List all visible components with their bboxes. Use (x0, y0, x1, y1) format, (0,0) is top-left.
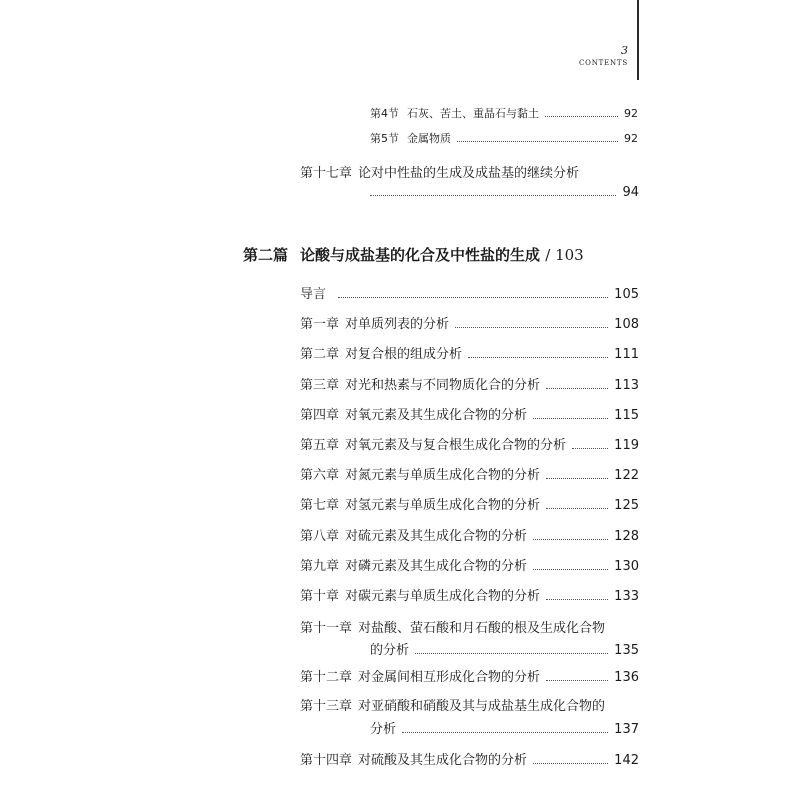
entry-label: 第五章 (300, 438, 340, 453)
entry-label: 第十四章 (300, 753, 353, 768)
entry-label: 第九章 (300, 559, 340, 574)
entry-title: 对碳元素与单质生成化合物的分析 (345, 589, 541, 604)
dot-leader (533, 763, 608, 764)
dot-leader (533, 539, 608, 540)
toc-entry-chapter-9[interactable] (300, 555, 639, 574)
dot-leader (468, 357, 608, 358)
entry-page: 128 (614, 529, 639, 544)
entry-label: 第十七章 (300, 166, 353, 181)
toc-entry-chapter-10[interactable] (300, 585, 639, 604)
part-heading[interactable] (243, 244, 584, 265)
entry-label: 第十三章 (300, 699, 353, 714)
toc-entry-introduction[interactable] (300, 283, 639, 302)
entry-title: 对硫元素及其生成化合物的分析 (345, 529, 528, 544)
entry-page: 133 (614, 589, 639, 604)
toc-entry-chapter-17[interactable] (300, 162, 639, 181)
part-title: 论酸与成盐基的化合及中性盐的生成 (300, 246, 541, 264)
entry-label: 第二章 (300, 347, 340, 362)
dot-leader (546, 508, 608, 509)
dot-leader (545, 116, 618, 117)
entry-page: 105 (614, 287, 639, 302)
entry-page: 125 (614, 498, 639, 513)
entry-page: 119 (614, 438, 639, 453)
entry-title: 对氧元素及与复合根生成化合物的分析 (345, 438, 567, 453)
entry-title: 对氢元素与单质生成化合物的分析 (345, 498, 541, 513)
entry-title: 对复合根的组成分析 (345, 347, 463, 362)
toc-entry-chapter-12[interactable] (300, 666, 639, 685)
entry-page: 130 (614, 559, 639, 574)
part-page: / 103 (545, 246, 584, 264)
entry-title: 对亚硝酸和硝酸及其与成盐基生成化合物的 (358, 699, 606, 714)
dot-leader (546, 478, 608, 479)
entry-title: 对光和热素与不同物质化合的分析 (345, 378, 541, 393)
entry-page: 94 (622, 185, 639, 200)
contents-label: CONTENTS (579, 59, 628, 67)
toc-entry-chapter-8[interactable] (300, 525, 639, 544)
entry-page: 115 (614, 408, 639, 423)
dot-leader (572, 448, 608, 449)
entry-label: 第5节 (370, 132, 399, 145)
dot-leader (370, 195, 616, 196)
toc-entry-chapter-1[interactable] (300, 313, 639, 332)
entry-page: 108 (614, 317, 639, 332)
entry-title: 对盐酸、萤石酸和月石酸的根及生成化合物 (358, 621, 606, 636)
dot-leader (533, 418, 608, 419)
entry-page: 92 (624, 132, 638, 145)
entry-page: 136 (614, 670, 639, 685)
dot-leader (457, 141, 618, 142)
entry-page: 142 (614, 753, 639, 768)
toc-entry-chapter-2[interactable] (300, 343, 639, 362)
entry-title-continuation: 分析 (370, 722, 397, 737)
toc-entry-chapter-5[interactable] (300, 434, 639, 453)
dot-leader (338, 297, 608, 298)
toc-entry-section-5[interactable] (370, 130, 638, 146)
entry-label: 第七章 (300, 498, 340, 513)
entry-title: 对单质列表的分析 (345, 317, 450, 332)
dot-leader (533, 569, 608, 570)
entry-page: 111 (614, 347, 639, 362)
entry-title: 论对中性盐的生成及成盐基的继续分析 (358, 166, 580, 181)
toc-entry-chapter-7[interactable] (300, 494, 639, 513)
toc-entry-section-4[interactable] (370, 105, 638, 121)
entry-label: 第一章 (300, 317, 340, 332)
entry-label: 第十一章 (300, 621, 353, 636)
dot-leader (546, 388, 608, 389)
entry-label: 第四章 (300, 408, 340, 423)
dot-leader (415, 653, 608, 654)
entry-page: 137 (614, 722, 639, 737)
toc-entry-chapter-11[interactable] (300, 617, 639, 636)
entry-label: 第三章 (300, 378, 340, 393)
toc-entry-chapter-3[interactable] (300, 374, 639, 393)
toc-entry-chapter-17-continuation[interactable] (370, 185, 639, 200)
entry-page: 135 (614, 643, 639, 658)
entry-title: 对磷元素及其生成化合物的分析 (345, 559, 528, 574)
toc-entry-chapter-14[interactable] (300, 749, 639, 768)
entry-title: 对氧元素及其生成化合物的分析 (345, 408, 528, 423)
entry-label: 第六章 (300, 468, 340, 483)
dot-leader (546, 680, 608, 681)
entry-page: 113 (614, 378, 639, 393)
page-number: 3 (621, 44, 628, 57)
entry-label: 第十二章 (300, 670, 353, 685)
entry-title: 金属物质 (407, 132, 451, 145)
entry-title: 石灰、苦土、重晶石与黏土 (407, 107, 539, 120)
toc-entry-chapter-11-continuation[interactable] (370, 639, 639, 658)
entry-label: 第八章 (300, 529, 340, 544)
toc-entry-chapter-13-continuation[interactable] (370, 718, 639, 737)
entry-title: 对金属间相互形成化合物的分析 (358, 670, 541, 685)
dot-leader (546, 599, 608, 600)
dot-leader (455, 327, 608, 328)
toc-entry-chapter-4[interactable] (300, 404, 639, 423)
dot-leader (402, 732, 608, 733)
entry-title: 对硫酸及其生成化合物的分析 (358, 753, 528, 768)
toc-entry-chapter-6[interactable] (300, 464, 639, 483)
toc-entry-chapter-13[interactable] (300, 695, 639, 714)
entry-label: 第4节 (370, 107, 399, 120)
entry-label: 导言 (300, 287, 327, 302)
entry-page: 122 (614, 468, 639, 483)
entry-page: 92 (624, 107, 638, 120)
entry-title-continuation: 的分析 (370, 643, 410, 658)
part-label: 第二篇 (243, 246, 289, 264)
entry-label: 第十章 (300, 589, 340, 604)
entry-title: 对氮元素与单质生成化合物的分析 (345, 468, 541, 483)
